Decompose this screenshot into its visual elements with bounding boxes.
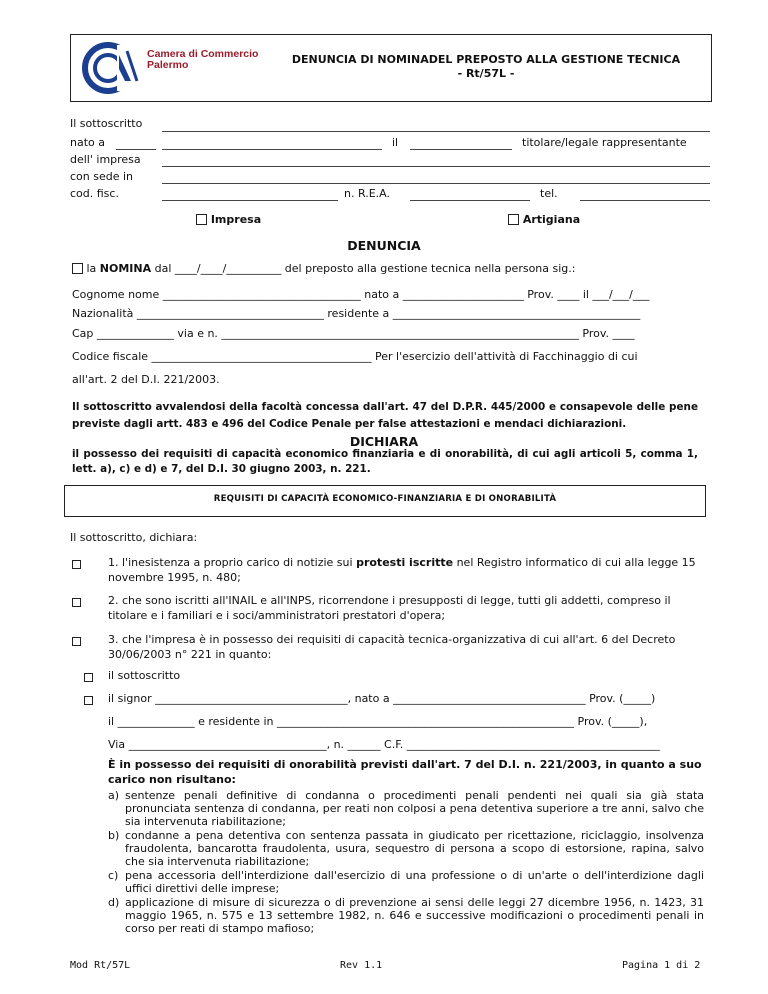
- checkbox-impresa[interactable]: [196, 214, 207, 225]
- checkbox-sub-signor[interactable]: [84, 696, 93, 705]
- label-tel: tel.: [540, 187, 558, 200]
- field-rea[interactable]: [410, 200, 530, 201]
- item-1-post: nel Registro informatico di cui alla legge 15: [456, 556, 696, 569]
- field-data-nascita[interactable]: [410, 149, 512, 150]
- item-1-line-1: [108, 556, 696, 569]
- field-nato-a[interactable]: [162, 149, 382, 150]
- item-b-key: b): [108, 829, 120, 842]
- onorabilita-item-d: [108, 896, 704, 935]
- chamber-logo-text: [147, 49, 258, 71]
- item-3-line-1: 3. che l'impresa è in possesso dei requisiti di capacità tecnica-organizzativa di cui all'art. 6 del Decreto: [108, 633, 676, 646]
- label-titolare: titolare/legale rappresentante: [522, 136, 687, 149]
- sub-sottoscritto: il sottoscritto: [108, 669, 181, 682]
- sub-signor-line-2[interactable]: il ______________ e residente in ______________________________________________________ Prov. (_____),: [108, 715, 648, 728]
- title-line-1: DENUNCIA DI NOMINADEL PREPOSTO ALLA GESTIONE TECNICA: [291, 53, 681, 66]
- sub-signor-line-1[interactable]: il signor ___________________________________, nato a ___________________________________ Prov. (_____): [108, 692, 656, 705]
- requisiti-title: REQUISITI DI CAPACITÀ ECONOMICO-FINANZIARIA E DI ONORABILITÀ: [213, 494, 557, 504]
- sub-signor-line-3[interactable]: Via ____________________________________, n. ______ C.F. ______________________________________________: [108, 738, 660, 751]
- preposto-row-3[interactable]: Cap ______________ via e n. _________________________________________________________________ Prov. ____: [72, 327, 635, 340]
- option-impresa[interactable]: [196, 213, 261, 226]
- footer-model: Mod Rt/57L: [70, 960, 131, 971]
- preposto-row-2[interactable]: Nazionalità __________________________________ residente a _____________________________________________: [72, 307, 641, 320]
- item-1-line-2: novembre 1995, n. 480;: [108, 571, 241, 584]
- item-a-text: sentenze penali definitive di condanna o procedimenti penali pendenti nei quali sia già stata pronunciata sentenza di condanna, per reati non colposi a pena detentiva superiore a tre anni, salvo che sia intervenuta riabilitazione;: [125, 789, 704, 828]
- item-d-key: d): [108, 896, 120, 909]
- checkbox-item-2[interactable]: [72, 598, 81, 607]
- item-d-text: applicazione di misure di sicurezza o di prevenzione ai sensi delle leggi 27 dicembre 1956, n. 1423, 31 maggio 1965, n. 575 e 13 settembre 1982, n. 646 e successive modificazioni o procedimenti penali in corso per reati di stampo mafioso;: [125, 896, 704, 935]
- option-artigiana-label: Artigiana: [522, 213, 581, 226]
- requisiti-box: [64, 485, 706, 517]
- document-header: [70, 34, 712, 102]
- item-b-text: condanne a pena detentiva con sentenza passata in giudicato per ricettazione, riciclaggio, insolvenza fraudolenta, bancarotta fraudolenta, usura, sequestro di persona a scopo di estorsione, rapina, salvo che sia intervenuta riabilitazione;: [125, 829, 704, 868]
- field-sede[interactable]: [162, 183, 710, 184]
- onorabilita-item-b: [108, 829, 704, 868]
- label-impresa: dell' impresa: [70, 153, 141, 166]
- document-title: [271, 53, 701, 81]
- nomina-pre: la: [86, 262, 97, 275]
- declaration-text: Il sottoscritto avvalendosi della facoltà concessa dall'art. 47 del D.P.R. 445/2000 e consapevole delle pene previste dagli artt. 483 e 496 del Codice Penale per false attestazioni e mendaci dichiarazioni.: [72, 401, 698, 430]
- item-1-bold: protesti iscritte: [356, 556, 454, 569]
- dichiara-text: il possesso dei requisiti di capacità economico finanziaria e di onorabilità, di cui agli articoli 5, comma 1, lett. a), c) e d) e 7, del D.I. 30 giugno 2003, n. 221.: [72, 448, 698, 475]
- item-2-line-2: titolare e i familiari e i soci/amministratori prestatori d'opera;: [108, 609, 446, 622]
- requisiti-intro: Il sottoscritto, dichiara:: [70, 531, 198, 544]
- item-c-key: c): [108, 869, 119, 882]
- preposto-row-1[interactable]: Cognome nome ____________________________________ nato a ______________________ Prov. ____ il ___/___/___: [72, 288, 650, 301]
- item-c-text: pena accessoria dell'interdizione dall'esercizio di una professione o di un'arte o dell'interdizione dagli uffici direttivi delle imprese;: [125, 869, 704, 895]
- nomina-post: dal ____/____/__________ del preposto alla gestione tecnica nella persona sig.:: [154, 262, 576, 275]
- item-a-key: a): [108, 789, 120, 802]
- footer-revision: Rev 1.1: [340, 960, 383, 971]
- option-impresa-label: Impresa: [210, 213, 262, 226]
- preposto-row-5: all'art. 2 del D.I. 221/2003.: [72, 373, 220, 386]
- onorabilita-list: [108, 789, 704, 936]
- chamber-logo: [81, 41, 139, 95]
- logo-line-2: Palermo: [147, 59, 189, 71]
- field-impresa[interactable]: [162, 166, 710, 167]
- title-line-2: - Rt/57L -: [457, 67, 515, 80]
- item-1-pre: 1. l'inesistenza a proprio carico di notizie sui: [108, 556, 353, 569]
- item-2-line-1: 2. che sono iscritti all'INAIL e all'INPS, ricorrendone i presupposti di legge, tutti gli addetti, compreso il: [108, 594, 671, 607]
- dichiara-heading: DICHIARA: [349, 434, 419, 449]
- onorabilita-item-a: [108, 789, 704, 828]
- label-nato-a: nato a: [70, 136, 105, 149]
- nomina-row: [72, 262, 575, 275]
- item-3-line-2: 30/06/2003 n° 221 in quanto:: [108, 648, 272, 661]
- field-cod-fisc[interactable]: [162, 200, 338, 201]
- footer-page-number: Pagina 1 di 2: [622, 960, 701, 971]
- checkbox-sub-sottoscritto[interactable]: [84, 673, 93, 682]
- field-nato-a-pre[interactable]: [116, 149, 156, 150]
- denuncia-heading: DENUNCIA: [347, 238, 421, 253]
- label-il: il: [392, 136, 399, 149]
- label-cod-fisc: cod. fisc.: [70, 187, 119, 200]
- option-artigiana[interactable]: [508, 213, 580, 226]
- checkbox-nomina[interactable]: [72, 263, 83, 274]
- checkbox-item-1[interactable]: [72, 560, 81, 569]
- nomina-bold: NOMINA: [99, 262, 152, 275]
- logo-line-1: Camera di Commercio: [147, 48, 259, 60]
- field-tel[interactable]: [580, 200, 710, 201]
- checkbox-item-3[interactable]: [72, 637, 81, 646]
- preposto-row-4[interactable]: Codice fiscale ________________________________________ Per l'esercizio dell'attività di Facchinaggio di cui: [72, 350, 638, 363]
- onorabilita-item-c: [108, 869, 704, 895]
- label-rea: n. R.E.A.: [344, 187, 390, 200]
- field-sottoscritto[interactable]: [162, 131, 710, 132]
- label-sottoscritto: Il sottoscritto: [70, 117, 143, 130]
- onorabilita-heading: È in possesso dei requisiti di onorabilità previsti dall'art. 7 del D.I. n. 221/2003, in quanto a suo carico non risultano:: [108, 758, 702, 786]
- checkbox-artigiana[interactable]: [508, 214, 519, 225]
- label-sede: con sede in: [70, 170, 134, 183]
